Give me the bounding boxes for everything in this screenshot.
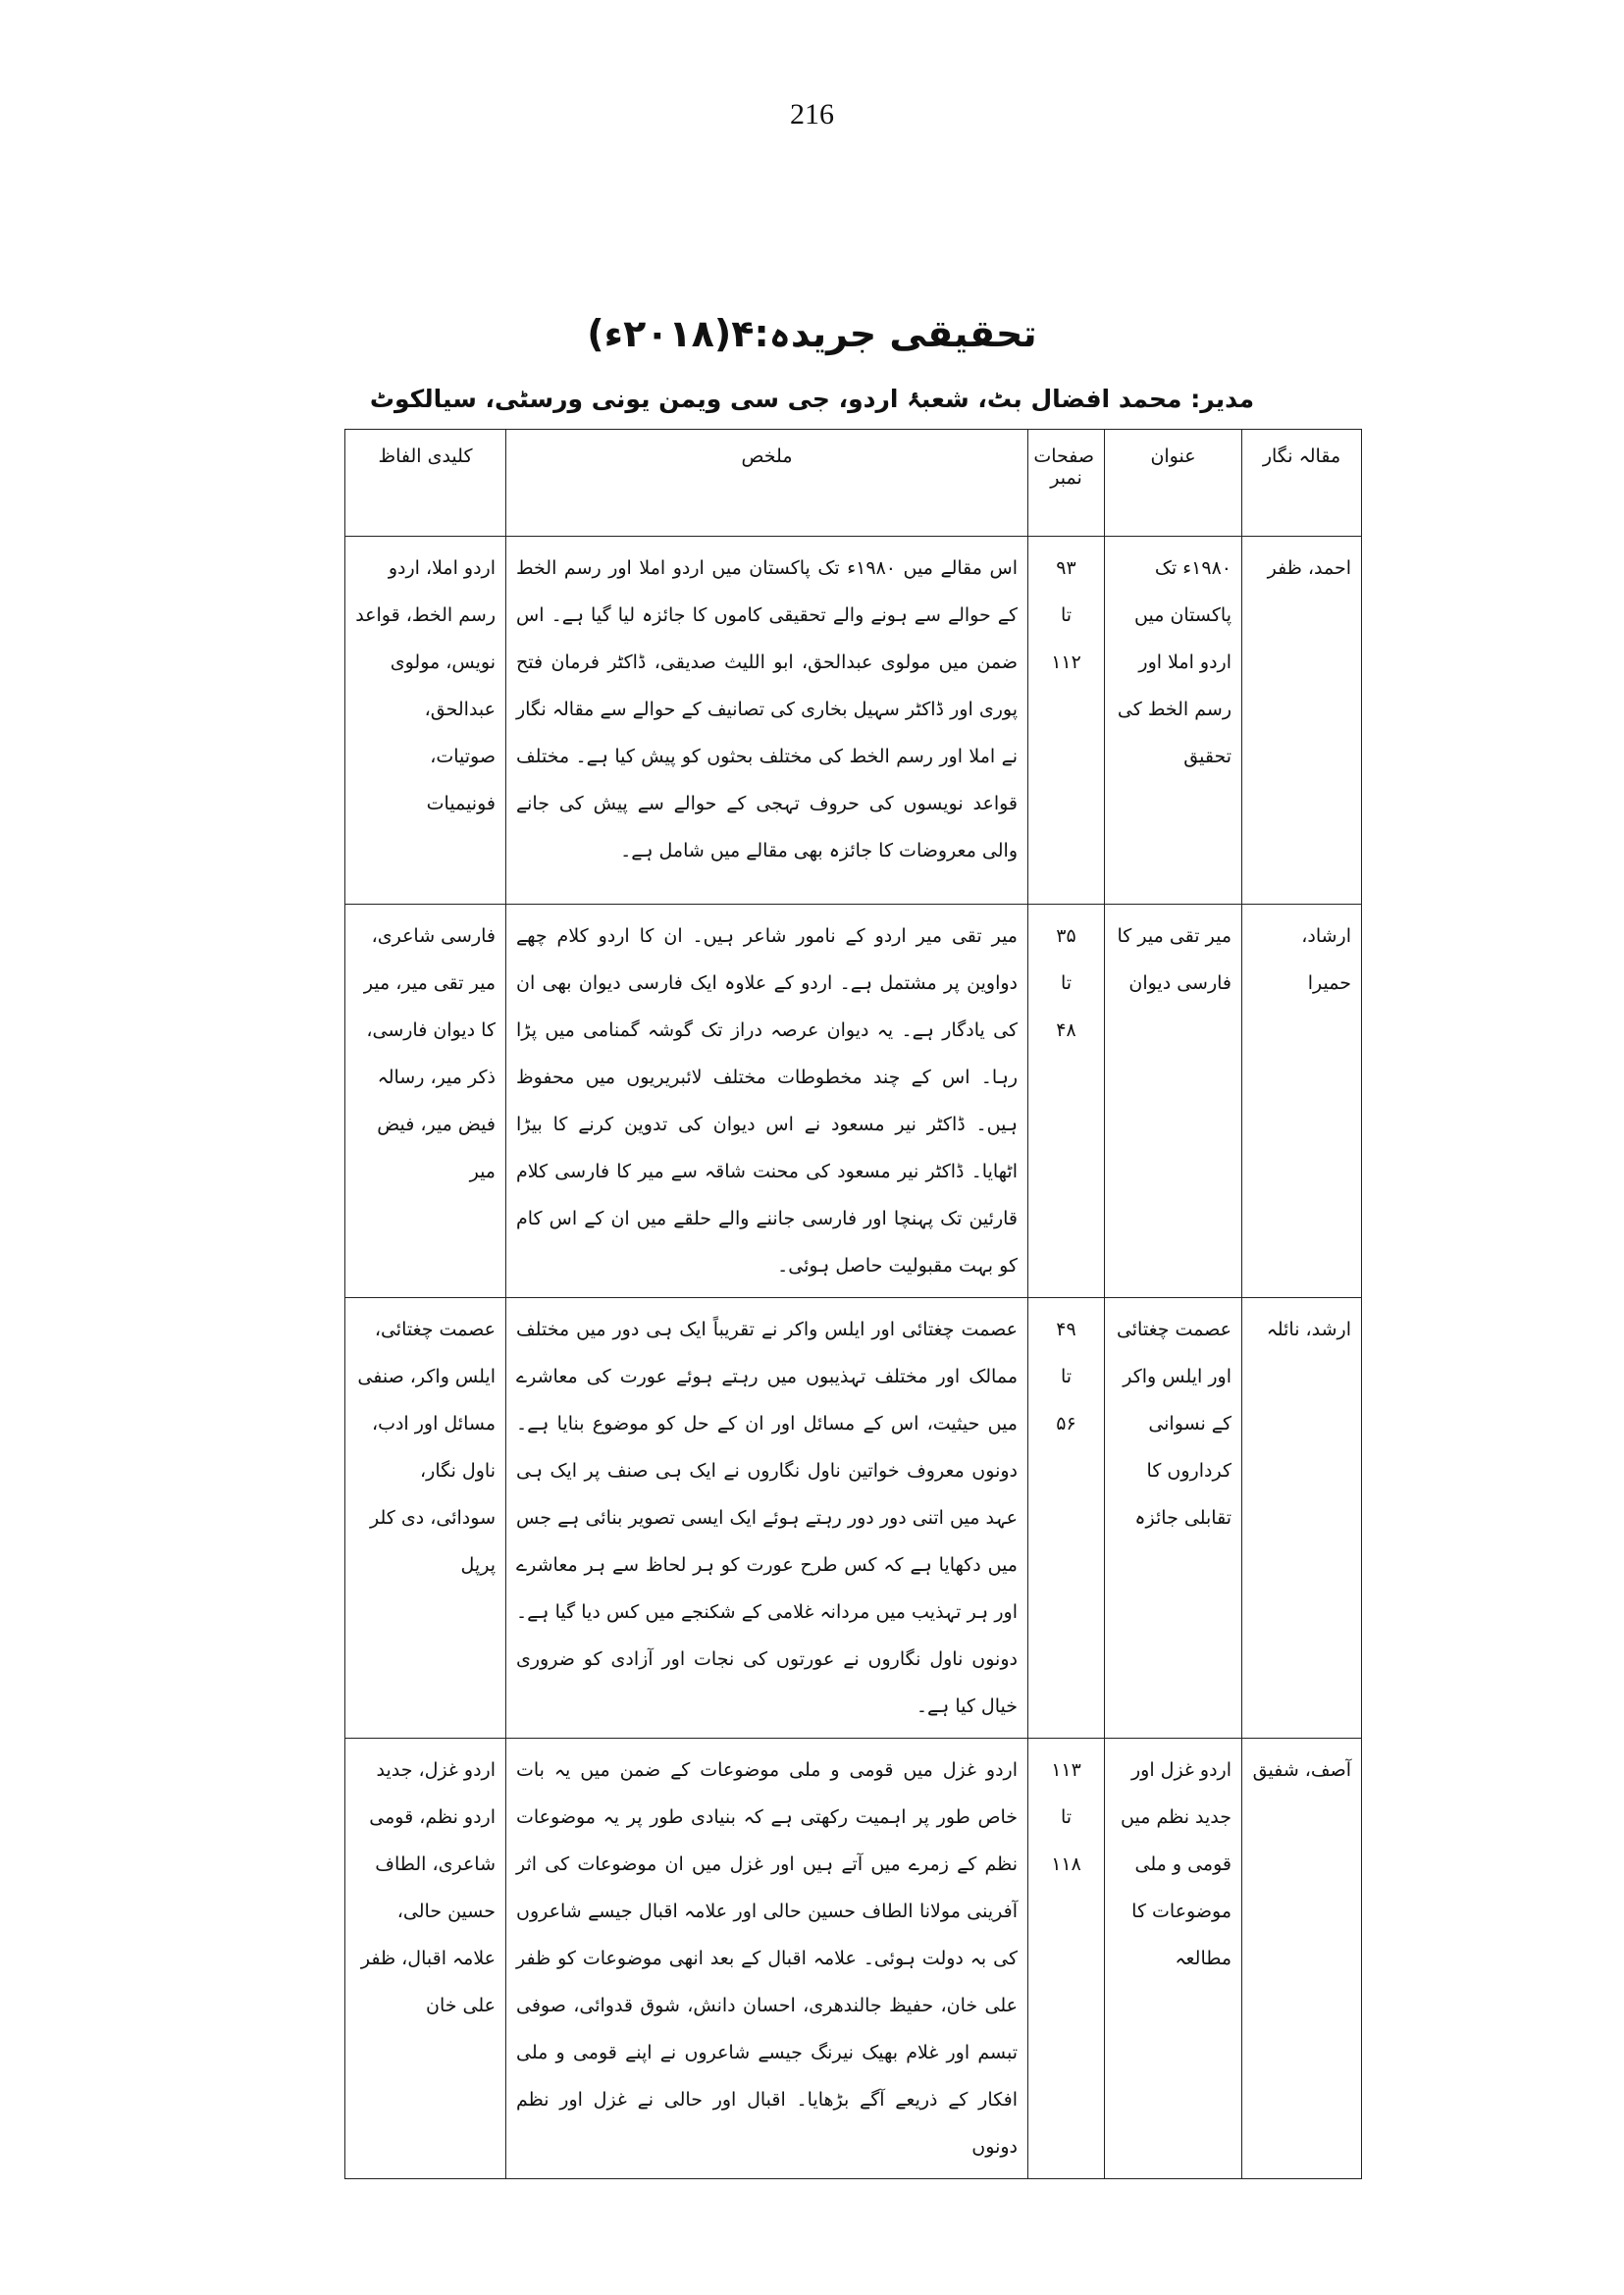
author-cell: آصف، شفیق	[1242, 1739, 1362, 2179]
keywords-cell: اردو غزل، جدید اردو نظم، قومی شاعری، الطاف حسین حالی، علامہ اقبال، ظفر علی خان	[345, 1739, 506, 2179]
title-cell: میر تقی میر کا فارسی دیوان	[1105, 905, 1242, 1298]
header-title: عنوان	[1105, 430, 1242, 537]
header-summary: ملخص	[506, 430, 1028, 537]
page-end: ۵۶	[1056, 1413, 1076, 1434]
page-range-word: تا	[1060, 1366, 1073, 1387]
title-cell: اردو غزل اور جدید نظم میں قومی و ملی موضوعات کا مطالعہ	[1105, 1739, 1242, 2179]
keywords-cell: عصمت چغتائی، ایلس واکر، صنفی مسائل اور ادب، ناول نگار، سودائی، دی کلر پرپل	[345, 1298, 506, 1739]
pages-cell	[1028, 537, 1105, 905]
summary-cell: میر تقی میر اردو کے نامور شاعر ہیں۔ ان کا اردو کلام چھے دواوین پر مشتمل ہے۔ اردو کے علاوہ ایک فارسی دیوان بھی ان کی یادگار ہے۔ یہ دیوان عرصہ دراز تک گوشہ گمنامی میں پڑا رہا۔ اس کے چند مخطوطات مختلف لائبریریوں میں محفوظ ہیں۔ ڈاکٹر نیر مسعود نے اس دیوان کی تدوین کرنے کا بیڑا اٹھایا۔ ڈاکٹر نیر مسعود کی محنت شاقہ سے میر کا فارسی کلام قارئین تک پہنچا اور فارسی جاننے والے حلقے میں ان کے اس کام کو بہت مقبولیت حاصل ہوئی۔	[506, 905, 1028, 1298]
page-start: ۹۳	[1056, 557, 1076, 579]
title-cell: عصمت چغتائی اور ایلس واکر کے نسوانی کرداروں کا تقابلی جائزہ	[1105, 1298, 1242, 1739]
author-cell: احمد، ظفر	[1242, 537, 1362, 905]
table-row	[345, 1298, 1362, 1739]
page-range-word: تا	[1060, 1806, 1073, 1828]
header-keywords: کلیدی الفاظ	[345, 430, 506, 537]
page-range-word: تا	[1060, 972, 1073, 994]
page-range-word: تا	[1060, 604, 1073, 626]
table-row	[345, 905, 1362, 1298]
page-end: ۴۸	[1056, 1019, 1076, 1041]
table-row	[345, 1739, 1362, 2179]
summary-cell: اردو غزل میں قومی و ملی موضوعات کے ضمن میں یہ بات خاص طور پر اہمیت رکھتی ہے کہ بنیادی طور پر یہ موضوعات نظم کے زمرے میں آتے ہیں اور غزل میں ان موضوعات کی اثر آفرینی مولانا الطاف حسین حالی اور علامہ اقبال جیسے شاعروں کی بہ دولت ہوئی۔ علامہ اقبال کے بعد انھی موضوعات کو ظفر علی خان، حفیظ جالندھری، احسان دانش، شوق قدوائی، صوفی تبسم اور غلام بھیک نیرنگ جیسے شاعروں نے اپنے قومی و ملی افکار کے ذریعے آگے بڑھایا۔ اقبال اور حالی نے غزل اور نظم دونوں	[506, 1739, 1028, 2179]
author-cell: ارشاد، حمیرا	[1242, 905, 1362, 1298]
page-start: ۳۵	[1056, 925, 1076, 947]
page-start: ۴۹	[1056, 1319, 1076, 1340]
page-start: ۱۱۳	[1051, 1759, 1081, 1781]
title-cell: ۱۹۸۰ء تک پاکستان میں اردو املا اور رسم الخط کی تحقیق	[1105, 537, 1242, 905]
page-end: ۱۱۲	[1051, 652, 1081, 673]
keywords-cell: اردو املا، اردو رسم الخط، قواعد نویس، مولوی عبدالحق، صوتیات، فونیمیات	[345, 537, 506, 905]
summary-cell: عصمت چغتائی اور ایلس واکر نے تقریباً ایک ہی دور میں مختلف ممالک اور مختلف تہذیبوں میں رہتے ہوئے عورت کی معاشرے میں حیثیت، اس کے مسائل اور ان کے حل کو موضوع بنایا ہے۔ دونوں معروف خواتین ناول نگاروں نے ایک ہی صنف پر ایک ہی عہد میں اتنی دور دور رہتے ہوئے ایک ایسی تصویر بنائی ہے جس میں دکھایا ہے کہ کس طرح عورت کو ہر لحاظ سے ہر معاشرے اور ہر تہذیب میں مردانہ غلامی کے شکنجے میں کس دیا گیا ہے۔ دونوں ناول نگاروں نے عورتوں کی نجات اور آزادی کو ضروری خیال کیا ہے۔	[506, 1298, 1028, 1739]
page-number: 216	[790, 98, 834, 130]
editor-line: مدیر: محمد افضال بٹ، شعبۂ اردو، جی سی ویمن یونی ورسٹی، سیالکوٹ	[369, 385, 1255, 413]
summary-cell: اس مقالے میں ۱۹۸۰ء تک پاکستان میں اردو املا اور رسم الخط کے حوالے سے ہونے والے تحقیقی کاموں کا جائزہ لیا گیا ہے۔ اس ضمن میں مولوی عبدالحق، ابو اللیث صدیقی، ڈاکٹر فرمان فتح پوری اور ڈاکٹر سہیل بخاری کی تصانیف کے حوالے سے مقالہ نگار نے املا اور رسم الخط کی مختلف بحثوں کو پیش کیا ہے۔ مختلف قواعد نویسوں کی حروف تہجی کے حوالے سے پیش کی جانے والی معروضات کا جائزہ بھی مقالے میں شامل ہے۔	[506, 537, 1028, 905]
author-cell: ارشد، نائلہ	[1242, 1298, 1362, 1739]
table-header-row	[345, 430, 1362, 537]
header-author: مقالہ نگار	[1242, 430, 1362, 537]
journal-title: تحقیقی جریدہ:۴(۲۰۱۸ء)	[587, 312, 1037, 355]
pages-cell	[1028, 1739, 1105, 2179]
table-row	[345, 537, 1362, 905]
pages-cell	[1028, 1298, 1105, 1739]
page-end: ۱۱۸	[1051, 1853, 1081, 1875]
pages-cell	[1028, 905, 1105, 1298]
articles-table	[344, 429, 1362, 2179]
keywords-cell: فارسی شاعری، میر تقی میر، میر کا دیوان فارسی، ذکر میر، رسالہ فیض میر، فیض میر	[345, 905, 506, 1298]
header-pages: صفحات نمبر	[1028, 430, 1105, 537]
